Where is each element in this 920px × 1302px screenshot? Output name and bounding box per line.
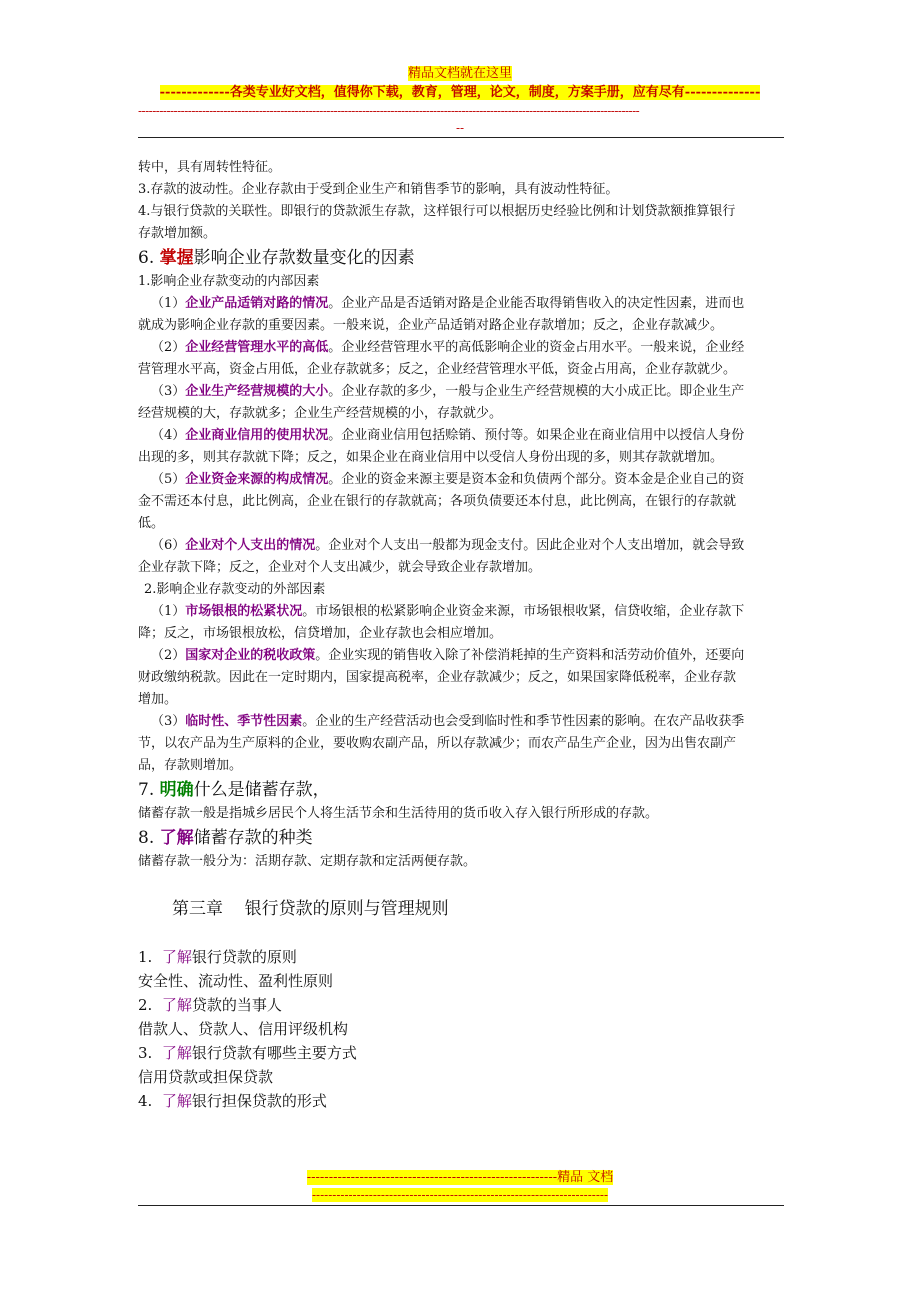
factor-keyword: 市场银根的松紧状况	[185, 604, 303, 619]
factor-text-cont: 营管理水平高，资金占用低，企业存款就多；反之，企业经营管理水平低，资金占用高，企业存款就少。	[138, 362, 737, 377]
item-number: 4.	[138, 1092, 153, 1110]
factor-text: 。企业经营管理水平的高低影响企业的资金占用水平。一般来说，企业经	[328, 340, 745, 355]
header-dashes: ---------------------------------------------------------------------------------------------------------------------------------------------	[138, 104, 640, 118]
header-subtitle-line	[0, 85, 920, 101]
factor-text-cont: 就成为影响企业存款的重要因素。一般来说，企业产品适销对路企业存款增加；反之，企业存款减少。	[138, 318, 724, 333]
internal-factor-6	[138, 535, 784, 579]
factor-text: 。企业的资金来源主要是资本金和负债两个部分。资本金是企业自己的资	[328, 472, 745, 487]
factor-text: 。企业产品是否适销对路是企业能否取得销售收入的决定性因素，进而也	[328, 296, 745, 311]
factor-text-cont: 节，以农产品为生产原料的企业，要收购农副产品，所以存款减少；而农产品生产企业，因为出售农副产	[138, 736, 737, 751]
document-body	[138, 157, 784, 1113]
internal-factor-5	[138, 469, 784, 535]
item-number: 2.	[138, 996, 153, 1014]
factor-number: （6）	[151, 538, 186, 553]
item-keyword: 了解	[161, 948, 192, 966]
factor-number: （3）	[151, 714, 186, 729]
section-8-heading	[138, 825, 784, 851]
intro-line-3: 4.与银行贷款的关联性。即银行的贷款派生存款，这样银行可以根据历史经验比例和计划贷款额推算银行	[138, 204, 736, 219]
section-8-title: 储蓄存款的种类	[193, 828, 313, 848]
ch3-item-4	[138, 1089, 784, 1113]
ch3-item-3	[138, 1041, 784, 1089]
factor-text-cont: 经营规模的大，存款就多；企业生产经营规模的小，存款就少。	[138, 406, 503, 421]
section-8-number: 8.	[138, 828, 155, 848]
factor-text-cont: 企业存款下降；反之，企业对个人支出减少，就会导致企业存款增加。	[138, 560, 542, 575]
intro-line-4: 存款增加额。	[138, 226, 217, 241]
intro-line-1: 转中，具有周转性特征。	[138, 160, 282, 175]
section-8-body: 储蓄存款一般分为：活期存款、定期存款和定活两便存款。	[138, 854, 477, 869]
footer-line-1: ---------------------------------------------------------精品 文档	[306, 1170, 614, 1185]
factor-keyword: 企业产品适销对路的情况	[185, 296, 329, 311]
factor-text-cont: 金不需还本付息，此比例高，企业在银行的存款就高；各项负债要还本付息，此比例高，在银行的存款就	[138, 494, 737, 509]
header-dashes-tail: --	[455, 121, 465, 135]
internal-factor-4	[138, 425, 784, 469]
factor-text: 。企业的生产经营活动也会受到临时性和季节性因素的影响。在农产品收获季	[302, 714, 745, 729]
factor-number: （4）	[151, 428, 186, 443]
factor-keyword: 企业商业信用的使用状况	[185, 428, 329, 443]
section-6-title: 影响企业存款数量变化的因素	[193, 248, 415, 268]
section-6-keyword: 掌握	[159, 248, 194, 268]
factor-keyword: 企业资金来源的构成情况	[185, 472, 329, 487]
factor-text-cont: 增加。	[138, 692, 178, 707]
item-title: 贷款的当事人	[191, 996, 282, 1014]
header-title-line	[0, 66, 920, 82]
intro-line-2: 3.存款的波动性。企业存款由于受到企业生产和销售季节的影响，具有波动性特征。	[138, 182, 619, 197]
factor-number: （5）	[151, 472, 186, 487]
item-title: 银行贷款有哪些主要方式	[191, 1044, 357, 1062]
factor-number: （1）	[151, 296, 186, 311]
internal-factors-title: 1.影响企业存款变动的内部因素	[138, 274, 320, 289]
header-title: 精品文档就在这里	[407, 66, 512, 81]
external-factor-1	[138, 601, 784, 645]
ch3-item-1	[138, 945, 784, 993]
factor-text: 。企业实现的销售收入除了补偿消耗掉的生产资料和活劳动价值外，还要向	[315, 648, 745, 663]
section-7-title: 什么是储蓄存款，	[193, 780, 330, 800]
factor-text-cont: 财政缴纳税款。因此在一定时期内，国家提高税率，企业存款减少；反之，如果国家降低税率，企业存款	[138, 670, 737, 685]
footer-line-1-wrap	[0, 1170, 920, 1186]
factor-number: （3）	[151, 384, 186, 399]
external-factor-3	[138, 711, 784, 777]
internal-factor-3	[138, 381, 784, 425]
internal-factor-2	[138, 337, 784, 381]
section-7-body: 储蓄存款一般是指城乡居民个人将生活节余和生活待用的货币收入存入银行所形成的存款。	[138, 806, 659, 821]
factor-number: （2）	[151, 648, 186, 663]
item-title: 银行贷款的原则	[191, 948, 297, 966]
factor-text: 。企业商业信用包括赊销、预付等。如果企业在商业信用中以授信人身份	[328, 428, 745, 443]
factor-number: （1）	[151, 604, 186, 619]
factor-keyword: 企业生产经营规模的大小	[185, 384, 329, 399]
section-8-keyword: 了解	[159, 828, 194, 848]
item-title: 银行担保贷款的形式	[191, 1092, 327, 1110]
item-number: 3.	[138, 1044, 153, 1062]
item-number: 1.	[138, 948, 153, 966]
external-factors-title: 2.影响企业存款变动的外部因素	[144, 582, 326, 597]
factor-keyword: 企业经营管理水平的高低	[185, 340, 329, 355]
factor-text-cont: 低。	[138, 516, 165, 531]
header-rule	[138, 137, 784, 138]
factor-text-cont: 品，存款则增加。	[138, 758, 243, 773]
footer-line-2-wrap	[0, 1188, 920, 1202]
factor-text: 。企业存款的多少，一般与企业生产经营规模的大小成正比。即企业生产	[328, 384, 745, 399]
item-answer: 借款人、贷款人、信用评级机构	[138, 1020, 349, 1038]
factor-keyword: 临时性、季节性因素	[185, 714, 303, 729]
section-7-number: 7.	[138, 780, 155, 800]
section-6-heading	[138, 245, 784, 271]
factor-keyword: 国家对企业的税收政策	[185, 648, 316, 663]
section-7-heading	[138, 777, 784, 803]
factor-text: 。企业对个人支出一般都为现金支付。因此企业对个人支出增加，就会导致	[315, 538, 745, 553]
factor-text-cont: 出现的多，则其存款就下降；反之，如果企业在商业信用中以受信人身份出现的多，则其存款就增加。	[138, 450, 724, 465]
factor-text: 。市场银根的松紧影响企业资金来源，市场银根收紧，信贷收缩，企业存款下	[302, 604, 745, 619]
footer-rule	[138, 1205, 784, 1206]
factor-text-cont: 降；反之，市场银根放松，信贷增加，企业存款也会相应增加。	[138, 626, 503, 641]
internal-factor-1	[138, 293, 784, 337]
item-keyword: 了解	[161, 996, 192, 1014]
external-factor-2	[138, 645, 784, 711]
factor-number: （2）	[151, 340, 186, 355]
factor-keyword: 企业对个人支出的情况	[185, 538, 316, 553]
chapter-title: 第三章 银行贷款的原则与管理规则	[172, 899, 449, 919]
item-answer: 安全性、流动性、盈利性原则	[138, 972, 334, 990]
item-answer: 信用贷款或担保贷款	[138, 1068, 274, 1086]
ch3-item-2	[138, 993, 784, 1041]
section-7-keyword: 明确	[159, 780, 194, 800]
item-keyword: 了解	[161, 1044, 192, 1062]
item-keyword: 了解	[161, 1092, 192, 1110]
footer-line-2: -------------------------------------------------------------------------	[312, 1188, 608, 1202]
section-6-number: 6.	[138, 248, 155, 268]
header-subtitle: -------------各类专业好文档，值得你下载，教育，管理，论文，制度，方案手册，应有尽有--------------	[159, 85, 761, 100]
